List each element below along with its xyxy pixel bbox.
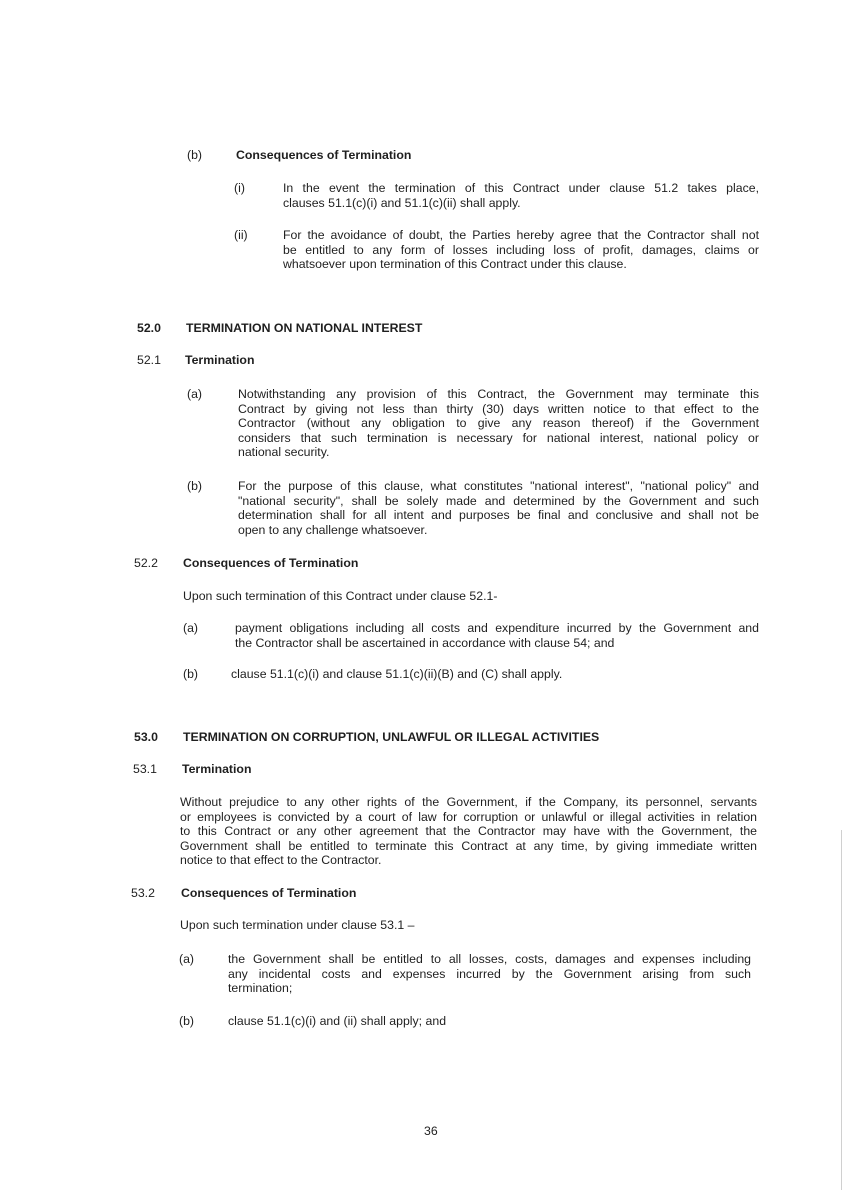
clause-53-1-text: Without prejudice to any other rights of the Government, if the Company, its personnel, servants or employees is convicted by a court of law for corruption or unlawful or illegal activities in relation to this Contract or any other agreement that the Contractor may have with the Government, the Government shall be entitled to terminate this Contract at any time, by giving immediate written notice to that effect to the Contractor. <box>180 795 757 867</box>
clause-53-2-a-marker: (a) <box>179 952 195 966</box>
clause-53-1-heading: Termination <box>182 762 252 776</box>
clause-52-1-number: 52.1 <box>137 353 161 367</box>
clause-52-2-heading: Consequences of Termination <box>183 556 359 570</box>
clause-53-2-b-text: clause 51.1(c)(i) and (ii) shall apply; and <box>228 1014 447 1028</box>
clause-51-b-i-text: In the event the termination of this Contract under clause 51.2 takes place, clauses 51.1(c)(i) and 51.1(c)(ii) shall apply. <box>283 181 759 210</box>
section-52-number: 52.0 <box>137 321 161 335</box>
section-53-number: 53.0 <box>134 730 158 744</box>
clause-52-2-a-text: payment obligations including all costs and expenditure incurred by the Government and the Contractor shall be ascertained in accordance with clause 54; and <box>235 621 759 650</box>
scan-edge-line <box>841 830 842 1190</box>
clause-51-b-i-marker: (i) <box>234 181 245 195</box>
clause-51-b-marker: (b) <box>187 148 203 162</box>
clause-53-2-a-text: the Government shall be entitled to all losses, costs, damages and expenses including any incidental costs and expenses incurred by the Government arising from such termination; <box>228 952 751 995</box>
clause-52-2-intro: Upon such termination of this Contract under clause 52.1- <box>183 589 498 603</box>
clause-52-2-number: 52.2 <box>134 556 158 570</box>
clause-52-1-b-marker: (b) <box>187 479 203 493</box>
clause-51-b-ii-marker: (ii) <box>234 228 248 242</box>
clause-51-b-heading: Consequences of Termination <box>236 148 412 162</box>
clause-53-2-intro: Upon such termination under clause 53.1 – <box>180 918 415 932</box>
clause-53-2-heading: Consequences of Termination <box>181 886 357 900</box>
section-52-title: TERMINATION ON NATIONAL INTEREST <box>186 321 423 335</box>
clause-53-2-number: 53.2 <box>131 886 155 900</box>
clause-52-1-a-text: Notwithstanding any provision of this Contract, the Government may terminate this Contract by giving not less than thirty (30) days written notice to that effect to the Contractor (without any obligation to give any reason thereof) if the Government considers that such termination is necessary for national interest, national policy or national security. <box>238 387 759 459</box>
section-53-title: TERMINATION ON CORRUPTION, UNLAWFUL OR ILLEGAL ACTIVITIES <box>183 730 600 744</box>
clause-53-1-number: 53.1 <box>133 762 157 776</box>
clause-52-1-heading: Termination <box>185 353 255 367</box>
clause-51-b-ii-text: For the avoidance of doubt, the Parties hereby agree that the Contractor shall not be entitled to any form of losses including loss of profit, damages, claims or whatsoever upon termination of this Contract under this clause. <box>283 228 759 271</box>
clause-52-2-b-text: clause 51.1(c)(i) and clause 51.1(c)(ii)(B) and (C) shall apply. <box>231 667 563 681</box>
clause-53-2-b-marker: (b) <box>179 1014 195 1028</box>
clause-52-2-a-marker: (a) <box>183 621 199 635</box>
clause-52-2-b-marker: (b) <box>183 667 199 681</box>
clause-52-1-a-marker: (a) <box>187 387 203 401</box>
page-number: 36 <box>424 1124 438 1138</box>
clause-52-1-b-text: For the purpose of this clause, what constitutes "national interest", "national policy" and "national security", shall be solely made and determined by the Government and such determination shall for all intent and purposes be final and conclusive and shall not be open to any challenge whatsoever. <box>238 479 759 537</box>
